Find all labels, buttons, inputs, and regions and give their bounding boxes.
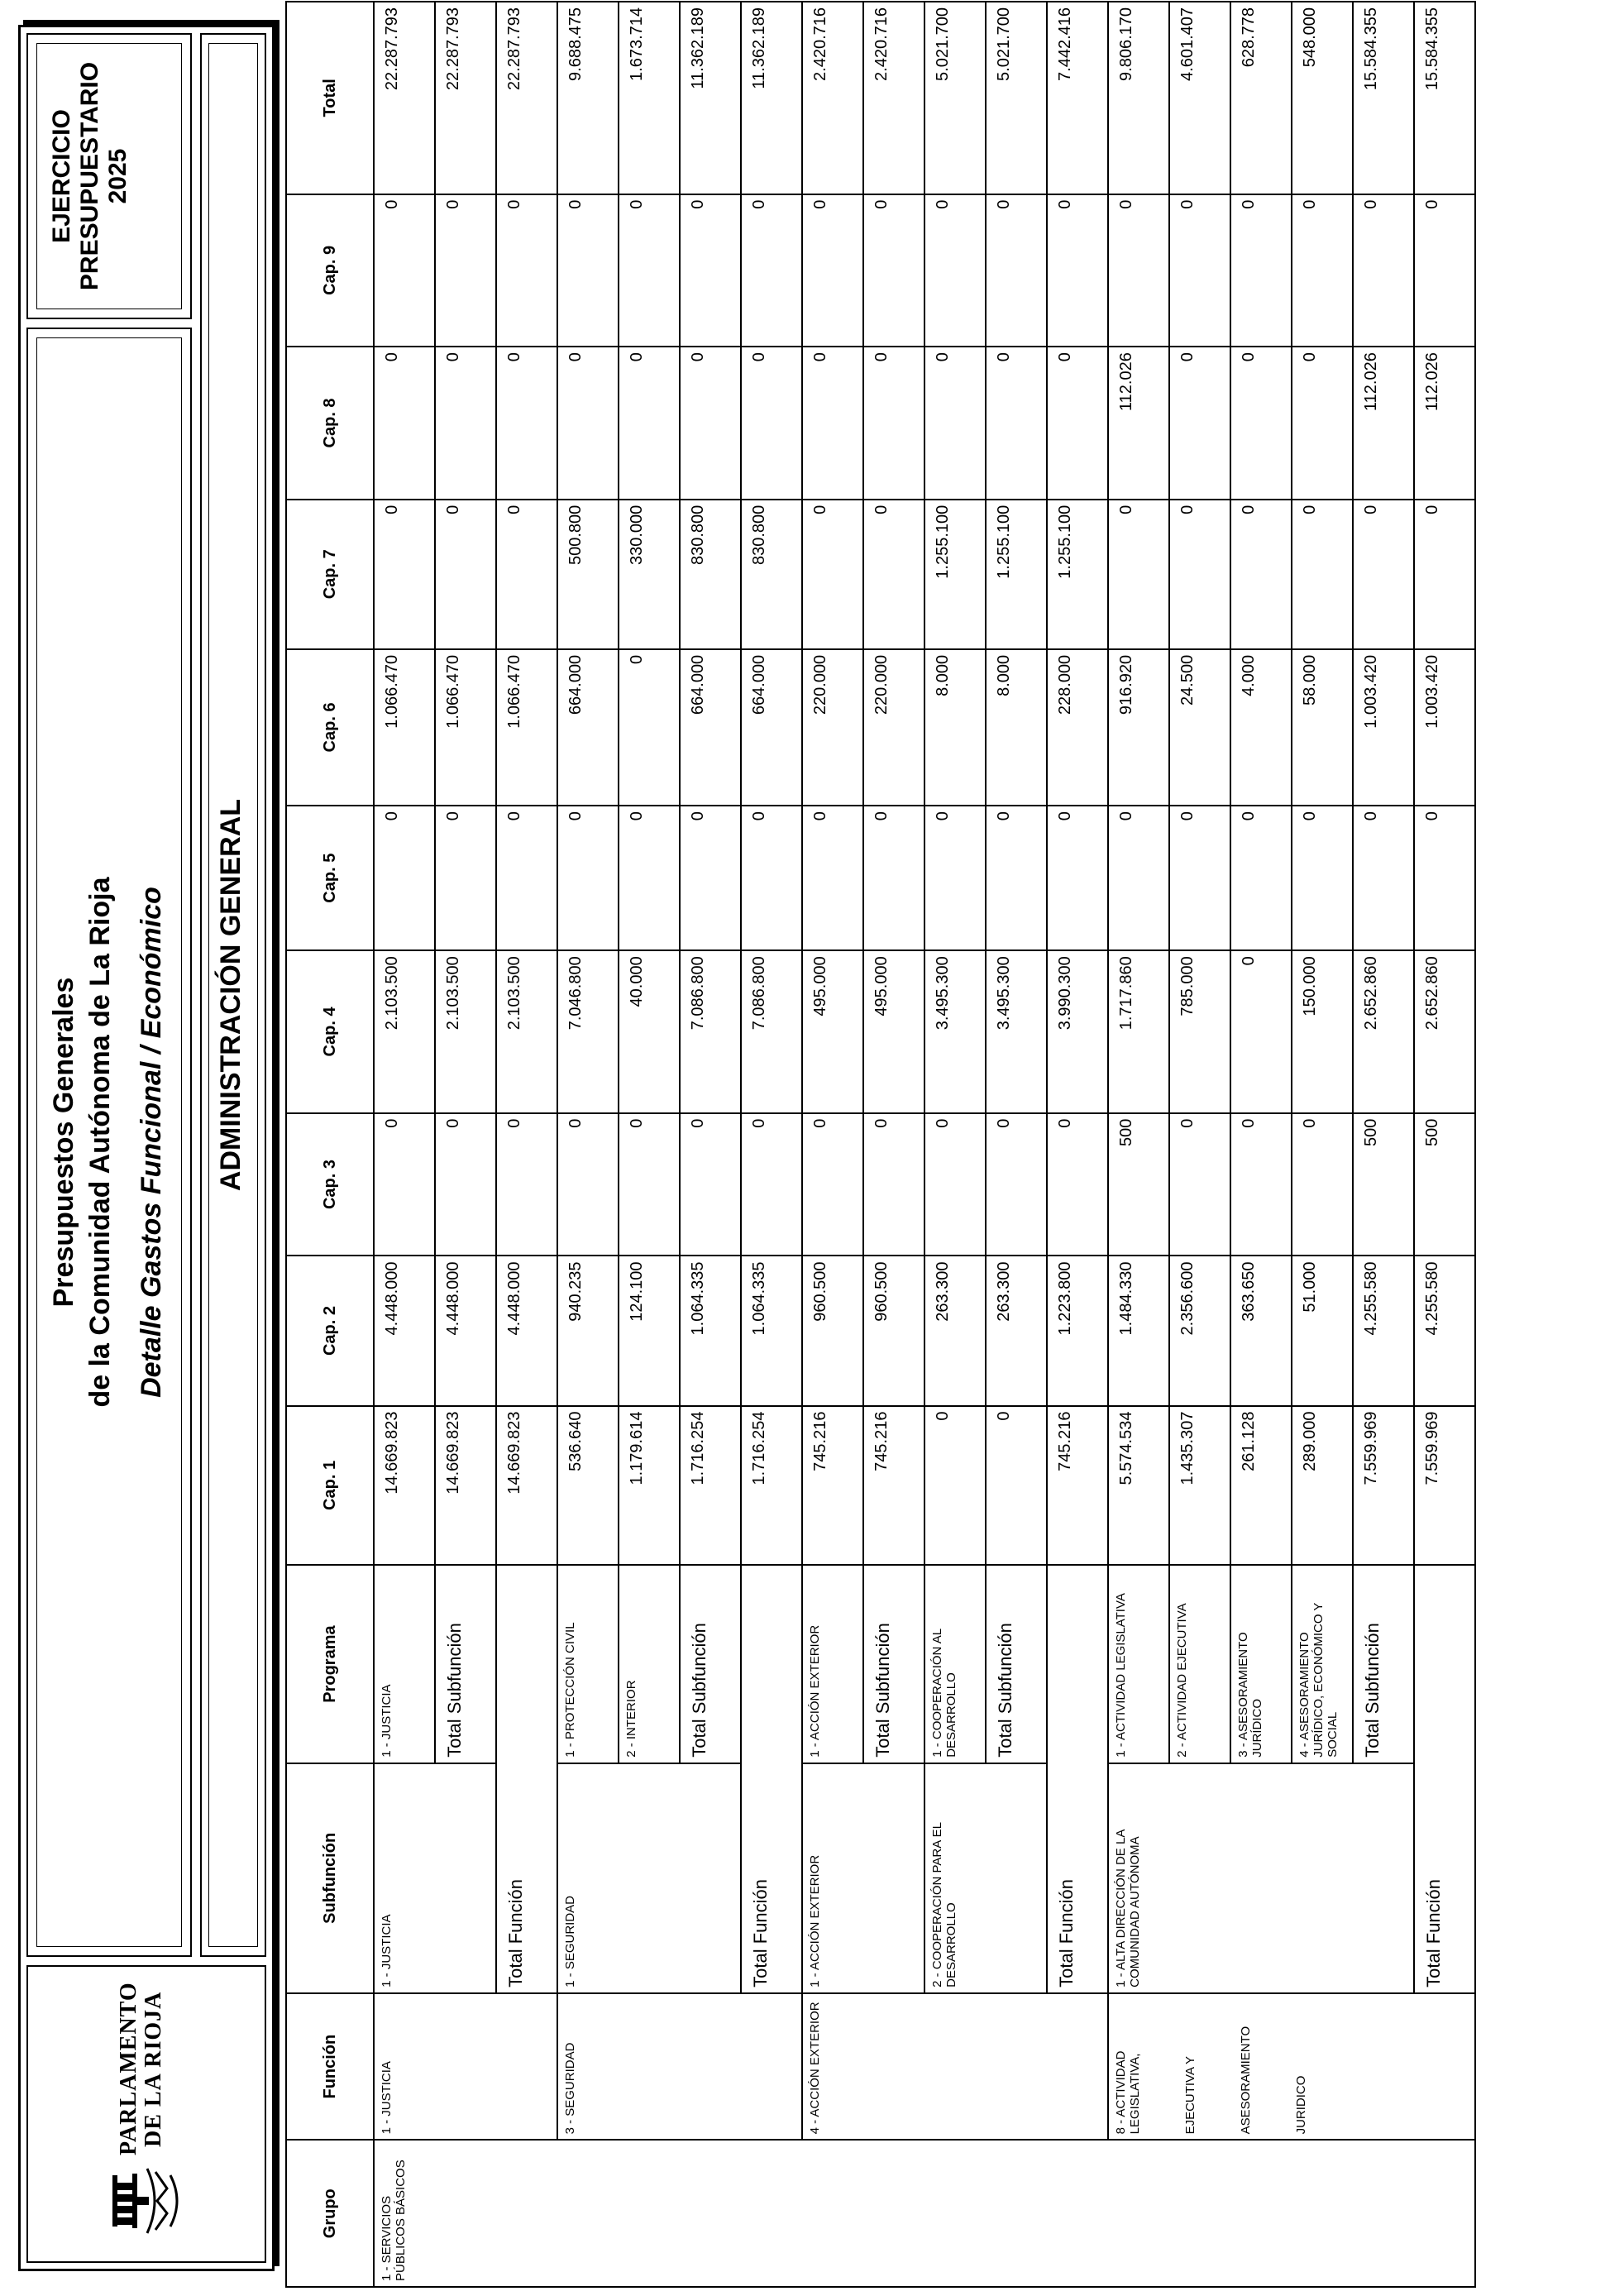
value-cell-cap4: 3.990.300 xyxy=(1047,950,1108,1112)
value-cell-cap8: 0 xyxy=(924,347,986,500)
value-cell-cap5: 0 xyxy=(435,806,496,950)
col-header-funcion: Función xyxy=(286,1993,374,2141)
value-cell-cap6: 916.920 xyxy=(1108,649,1169,806)
value-cell-cap4: 785.000 xyxy=(1169,950,1230,1112)
funcion-cell-seguridad: 3 - SEGURIDAD xyxy=(557,1993,802,2141)
value-cell-cap9: 0 xyxy=(557,194,619,347)
value-cell-cap3: 0 xyxy=(557,1113,619,1256)
programa-cell: Total Subfunción xyxy=(863,1565,924,1763)
col-header-cap2: Cap. 2 xyxy=(286,1256,374,1405)
value-cell-total: 22.287.793 xyxy=(496,2,557,194)
subfuncion-cell-accion-exterior: 1 - ACCIÓN EXTERIOR xyxy=(802,1763,924,1993)
value-cell-cap9: 0 xyxy=(680,194,741,347)
table-row xyxy=(557,2,619,2287)
value-cell-total: 9.806.170 xyxy=(1108,2,1169,194)
value-cell-total: 628.778 xyxy=(1230,2,1292,194)
table-row xyxy=(802,2,863,2287)
value-cell-cap5: 0 xyxy=(1292,806,1353,950)
value-cell-cap7: 0 xyxy=(863,500,924,649)
value-cell-cap7: 0 xyxy=(1230,500,1292,649)
value-cell-total: 2.420.716 xyxy=(863,2,924,194)
value-cell-cap1: 745.216 xyxy=(863,1406,924,1566)
value-cell-cap2: 4.448.000 xyxy=(496,1256,557,1405)
value-cell-cap3: 0 xyxy=(863,1113,924,1256)
value-cell-cap1: 14.669.823 xyxy=(496,1406,557,1566)
value-cell-cap2: 940.235 xyxy=(557,1256,619,1405)
value-cell-cap2: 263.300 xyxy=(986,1256,1047,1405)
funcion-cell-justicia: 1 - JUSTICIA xyxy=(374,1993,557,2141)
value-cell-cap5: 0 xyxy=(1108,806,1169,950)
value-cell-total: 22.287.793 xyxy=(435,2,496,194)
value-cell-cap6: 4.000 xyxy=(1230,649,1292,806)
exercise-label-line2: PRESUPUESTARIO xyxy=(76,61,103,291)
col-header-grupo: Grupo xyxy=(286,2140,374,2287)
value-cell-cap2: 960.500 xyxy=(863,1256,924,1405)
value-cell-cap8: 112.026 xyxy=(1414,347,1475,500)
value-cell-cap6: 1.003.420 xyxy=(1353,649,1414,806)
value-cell-cap8: 0 xyxy=(435,347,496,500)
value-cell-cap4: 3.495.300 xyxy=(924,950,986,1112)
value-cell-cap3: 0 xyxy=(986,1113,1047,1256)
value-cell-cap4: 7.046.800 xyxy=(557,950,619,1112)
value-cell-cap3: 500 xyxy=(1353,1113,1414,1256)
value-cell-cap1: 0 xyxy=(986,1406,1047,1566)
value-cell-cap6: 664.000 xyxy=(680,649,741,806)
value-cell-cap6: 1.066.470 xyxy=(374,649,435,806)
value-cell-cap8: 112.026 xyxy=(1108,347,1169,500)
value-cell-cap5: 0 xyxy=(741,806,802,950)
value-cell-cap5: 0 xyxy=(1230,806,1292,950)
value-cell-cap5: 0 xyxy=(802,806,863,950)
value-cell-cap6: 228.000 xyxy=(1047,649,1108,806)
value-cell-cap8: 0 xyxy=(374,347,435,500)
value-cell-cap4: 495.000 xyxy=(802,950,863,1112)
col-header-cap7: Cap. 7 xyxy=(286,500,374,649)
value-cell-cap4: 7.086.800 xyxy=(680,950,741,1112)
value-cell-total: 548.000 xyxy=(1292,2,1353,194)
value-cell-cap8: 0 xyxy=(1230,347,1292,500)
value-cell-cap2: 4.448.000 xyxy=(374,1256,435,1405)
table-row xyxy=(1047,2,1108,2287)
value-cell-cap2: 4.255.580 xyxy=(1353,1256,1414,1405)
programa-cell: Total Subfunción xyxy=(986,1565,1047,1763)
value-cell-cap1: 7.559.969 xyxy=(1414,1406,1475,1566)
value-cell-total: 2.420.716 xyxy=(802,2,863,194)
value-cell-cap4: 2.103.500 xyxy=(496,950,557,1112)
budget-table xyxy=(285,1,1476,2288)
value-cell-cap7: 830.800 xyxy=(680,500,741,649)
organization-name-line2: DE LA RIOJA xyxy=(141,1991,166,2147)
value-cell-cap6: 664.000 xyxy=(557,649,619,806)
value-cell-total: 5.021.700 xyxy=(924,2,986,194)
value-cell-cap4: 495.000 xyxy=(863,950,924,1112)
col-header-cap3: Cap. 3 xyxy=(286,1113,374,1256)
funcion-8-line3: ASESORAMIENTO xyxy=(1239,2026,1253,2135)
value-cell-cap7: 0 xyxy=(1414,500,1475,649)
value-cell-cap1: 1.716.254 xyxy=(741,1406,802,1566)
value-cell-cap3: 0 xyxy=(802,1113,863,1256)
value-cell-cap7: 1.255.100 xyxy=(1047,500,1108,649)
programa-cell: 2 - INTERIOR xyxy=(619,1565,680,1763)
value-cell-cap7: 0 xyxy=(435,500,496,649)
value-cell-cap8: 0 xyxy=(1292,347,1353,500)
value-cell-cap2: 4.448.000 xyxy=(435,1256,496,1405)
col-header-total: Total xyxy=(286,2,374,194)
value-cell-cap9: 0 xyxy=(496,194,557,347)
parliament-emblem-icon xyxy=(109,2164,184,2238)
value-cell-cap7: 500.800 xyxy=(557,500,619,649)
subfuncion-cell-cooperacion: 2 - COOPERACIÓN PARA EL DESARROLLO xyxy=(924,1763,1047,1993)
value-cell-cap5: 0 xyxy=(619,806,680,950)
value-cell-cap3: 0 xyxy=(741,1113,802,1256)
table-row xyxy=(924,2,986,2287)
value-cell-cap3: 0 xyxy=(496,1113,557,1256)
col-header-cap1: Cap. 1 xyxy=(286,1406,374,1566)
value-cell-cap4: 150.000 xyxy=(1292,950,1353,1112)
value-cell-cap8: 112.026 xyxy=(1353,347,1414,500)
value-cell-cap3: 500 xyxy=(1414,1113,1475,1256)
value-cell-cap9: 0 xyxy=(1047,194,1108,347)
value-cell-cap9: 0 xyxy=(374,194,435,347)
value-cell-total: 4.601.407 xyxy=(1169,2,1230,194)
programa-cell-empty xyxy=(496,1565,557,1763)
value-cell-cap5: 0 xyxy=(1047,806,1108,950)
value-cell-cap8: 0 xyxy=(619,347,680,500)
value-cell-cap7: 0 xyxy=(1169,500,1230,649)
value-cell-cap7: 0 xyxy=(1292,500,1353,649)
table-row xyxy=(741,2,802,2287)
value-cell-cap4: 40.000 xyxy=(619,950,680,1112)
value-cell-cap4: 2.652.860 xyxy=(1353,950,1414,1112)
total-funcion-label: Total Función xyxy=(741,1763,802,1993)
value-cell-total: 9.688.475 xyxy=(557,2,619,194)
value-cell-total: 5.021.700 xyxy=(986,2,1047,194)
value-cell-cap6: 24.500 xyxy=(1169,649,1230,806)
programa-cell: Total Subfunción xyxy=(680,1565,741,1763)
programa-cell: 1 - ACTIVIDAD LEGISLATIVA xyxy=(1108,1565,1169,1763)
value-cell-cap1: 14.669.823 xyxy=(374,1406,435,1566)
value-cell-cap3: 0 xyxy=(619,1113,680,1256)
value-cell-cap8: 0 xyxy=(802,347,863,500)
value-cell-cap2: 263.300 xyxy=(924,1256,986,1405)
value-cell-cap3: 0 xyxy=(1292,1113,1353,1256)
value-cell-cap6: 220.000 xyxy=(802,649,863,806)
total-funcion-label: Total Función xyxy=(1047,1763,1108,1993)
value-cell-cap9: 0 xyxy=(1108,194,1169,347)
value-cell-cap6: 220.000 xyxy=(863,649,924,806)
value-cell-cap9: 0 xyxy=(741,194,802,347)
value-cell-cap5: 0 xyxy=(1169,806,1230,950)
value-cell-cap4: 1.717.860 xyxy=(1108,950,1169,1112)
value-cell-cap5: 0 xyxy=(924,806,986,950)
value-cell-cap4: 3.495.300 xyxy=(986,950,1047,1112)
section-title: ADMINISTRACIÓN GENERAL xyxy=(215,798,246,1192)
table-row xyxy=(496,2,557,2287)
funcion-8-line1: 8 - ACTIVIDAD LEGISLATIVA, xyxy=(1114,2050,1142,2135)
value-cell-cap2: 4.255.580 xyxy=(1414,1256,1475,1405)
value-cell-total: 11.362.189 xyxy=(741,2,802,194)
value-cell-cap1: 5.574.534 xyxy=(1108,1406,1169,1566)
value-cell-cap7: 1.255.100 xyxy=(986,500,1047,649)
value-cell-cap9: 0 xyxy=(986,194,1047,347)
value-cell-cap5: 0 xyxy=(557,806,619,950)
subfuncion-cell-alta-direccion: 1 - ALTA DIRECCIÓN DE LA COMUNIDAD AUTÓNOMA xyxy=(1108,1763,1414,1993)
value-cell-cap8: 0 xyxy=(741,347,802,500)
value-cell-cap4: 2.103.500 xyxy=(435,950,496,1112)
value-cell-cap3: 0 xyxy=(1230,1113,1292,1256)
value-cell-cap1: 261.128 xyxy=(1230,1406,1292,1566)
value-cell-cap5: 0 xyxy=(496,806,557,950)
value-cell-cap3: 0 xyxy=(435,1113,496,1256)
value-cell-total: 15.584.355 xyxy=(1414,2,1475,194)
col-header-cap6: Cap. 6 xyxy=(286,649,374,806)
value-cell-cap3: 500 xyxy=(1108,1113,1169,1256)
value-cell-cap1: 1.435.307 xyxy=(1169,1406,1230,1566)
programa-cell: 3 - ASESORAMIENTO JURÍDICO xyxy=(1230,1565,1292,1763)
value-cell-cap2: 1.064.335 xyxy=(741,1256,802,1405)
value-cell-cap5: 0 xyxy=(1414,806,1475,950)
value-cell-cap1: 745.216 xyxy=(1047,1406,1108,1566)
value-cell-cap1: 289.000 xyxy=(1292,1406,1353,1566)
value-cell-cap7: 0 xyxy=(802,500,863,649)
value-cell-total: 15.584.355 xyxy=(1353,2,1414,194)
funcion-cell-accion-exterior: 4 - ACCIÓN EXTERIOR xyxy=(802,1993,1108,2141)
value-cell-cap1: 1.179.614 xyxy=(619,1406,680,1566)
subfuncion-cell-seguridad: 1 - SEGURIDAD xyxy=(557,1763,741,1993)
value-cell-cap5: 0 xyxy=(1353,806,1414,950)
col-header-cap4: Cap. 4 xyxy=(286,950,374,1112)
document-title-line1: Presupuestos Generales xyxy=(48,977,79,1308)
value-cell-cap2: 124.100 xyxy=(619,1256,680,1405)
value-cell-cap8: 0 xyxy=(863,347,924,500)
value-cell-cap2: 960.500 xyxy=(802,1256,863,1405)
exercise-label-line1: EJERCICIO xyxy=(48,109,75,243)
programa-cell-empty xyxy=(1414,1565,1475,1763)
value-cell-cap9: 0 xyxy=(1230,194,1292,347)
value-cell-cap6: 664.000 xyxy=(741,649,802,806)
programa-cell: 1 - COOPERACIÓN AL DESARROLLO xyxy=(924,1565,986,1763)
document-title-line2: de la Comunidad Autónoma de La Rioja xyxy=(84,877,116,1408)
document-header xyxy=(18,25,275,2271)
value-cell-cap8: 0 xyxy=(986,347,1047,500)
value-cell-cap9: 0 xyxy=(863,194,924,347)
grupo-cell: 1 - SERVICIOS PÚBLICOS BÁSICOS xyxy=(374,2140,1475,2287)
value-cell-cap1: 1.716.254 xyxy=(680,1406,741,1566)
value-cell-cap6: 1.066.470 xyxy=(496,649,557,806)
total-funcion-label: Total Función xyxy=(1414,1763,1475,1993)
programa-cell: 1 - ACCIÓN EXTERIOR xyxy=(802,1565,863,1763)
col-header-cap8: Cap. 8 xyxy=(286,347,374,500)
value-cell-cap2: 2.356.600 xyxy=(1169,1256,1230,1405)
programa-cell: Total Subfunción xyxy=(1353,1565,1414,1763)
col-header-cap9: Cap. 9 xyxy=(286,194,374,347)
value-cell-cap7: 0 xyxy=(374,500,435,649)
value-cell-cap9: 0 xyxy=(1292,194,1353,347)
value-cell-cap6: 1.066.470 xyxy=(435,649,496,806)
total-funcion-label: Total Función xyxy=(496,1763,557,1993)
table-header-row xyxy=(286,2,374,2287)
programa-cell-empty xyxy=(741,1565,802,1763)
value-cell-cap6: 1.003.420 xyxy=(1414,649,1475,806)
value-cell-cap8: 0 xyxy=(496,347,557,500)
programa-cell: 4 - ASESORAMIENTO JURÍDICO, ECONÓMICO Y SOCIAL xyxy=(1292,1565,1353,1763)
value-cell-cap6: 8.000 xyxy=(924,649,986,806)
value-cell-cap3: 0 xyxy=(374,1113,435,1256)
programa-cell-empty xyxy=(1047,1565,1108,1763)
value-cell-cap2: 1.223.800 xyxy=(1047,1256,1108,1405)
value-cell-cap7: 0 xyxy=(1108,500,1169,649)
value-cell-cap5: 0 xyxy=(680,806,741,950)
programa-cell: 2 - ACTIVIDAD EJECUTIVA xyxy=(1169,1565,1230,1763)
value-cell-cap6: 0 xyxy=(619,649,680,806)
value-cell-cap1: 536.640 xyxy=(557,1406,619,1566)
value-cell-cap9: 0 xyxy=(1169,194,1230,347)
value-cell-cap6: 58.000 xyxy=(1292,649,1353,806)
value-cell-cap7: 1.255.100 xyxy=(924,500,986,649)
value-cell-cap1: 0 xyxy=(924,1406,986,1566)
table-row xyxy=(374,2,435,2287)
value-cell-cap5: 0 xyxy=(986,806,1047,950)
table-row xyxy=(1414,2,1475,2287)
value-cell-cap7: 0 xyxy=(1353,500,1414,649)
value-cell-cap1: 14.669.823 xyxy=(435,1406,496,1566)
value-cell-cap9: 0 xyxy=(1414,194,1475,347)
value-cell-cap2: 363.650 xyxy=(1230,1256,1292,1405)
programa-cell: 1 - JUSTICIA xyxy=(374,1565,435,1763)
value-cell-cap9: 0 xyxy=(924,194,986,347)
value-cell-total: 11.362.189 xyxy=(680,2,741,194)
programa-cell: Total Subfunción xyxy=(435,1565,496,1763)
value-cell-cap7: 830.800 xyxy=(741,500,802,649)
value-cell-cap8: 0 xyxy=(1169,347,1230,500)
funcion-cell-actividad-legislativa xyxy=(1108,1993,1475,2141)
value-cell-cap5: 0 xyxy=(374,806,435,950)
col-header-cap5: Cap. 5 xyxy=(286,806,374,950)
programa-cell: 1 - PROTECCIÓN CIVIL xyxy=(557,1565,619,1763)
value-cell-cap2: 1.064.335 xyxy=(680,1256,741,1405)
value-cell-cap4: 2.103.500 xyxy=(374,950,435,1112)
value-cell-cap3: 0 xyxy=(924,1113,986,1256)
value-cell-cap4: 2.652.860 xyxy=(1414,950,1475,1112)
value-cell-cap8: 0 xyxy=(680,347,741,500)
table-row xyxy=(1108,2,1169,2287)
document-subtitle: Detalle Gastos Funcional / Económico xyxy=(136,887,167,1398)
value-cell-cap7: 330.000 xyxy=(619,500,680,649)
value-cell-cap6: 8.000 xyxy=(986,649,1047,806)
value-cell-cap9: 0 xyxy=(802,194,863,347)
value-cell-cap4: 0 xyxy=(1230,950,1292,1112)
exercise-year: 2025 xyxy=(104,148,131,204)
col-header-programa: Programa xyxy=(286,1565,374,1763)
value-cell-cap3: 0 xyxy=(1169,1113,1230,1256)
value-cell-total: 7.442.416 xyxy=(1047,2,1108,194)
value-cell-cap2: 51.000 xyxy=(1292,1256,1353,1405)
value-cell-cap1: 7.559.969 xyxy=(1353,1406,1414,1566)
value-cell-cap8: 0 xyxy=(557,347,619,500)
value-cell-total: 1.673.714 xyxy=(619,2,680,194)
value-cell-cap3: 0 xyxy=(1047,1113,1108,1256)
value-cell-cap2: 1.484.330 xyxy=(1108,1256,1169,1405)
value-cell-cap4: 7.086.800 xyxy=(741,950,802,1112)
value-cell-cap1: 745.216 xyxy=(802,1406,863,1566)
value-cell-cap9: 0 xyxy=(619,194,680,347)
value-cell-cap9: 0 xyxy=(1353,194,1414,347)
funcion-8-line2: EJECUTIVA Y xyxy=(1183,2055,1197,2135)
value-cell-cap7: 0 xyxy=(496,500,557,649)
value-cell-cap8: 0 xyxy=(1047,347,1108,500)
value-cell-cap9: 0 xyxy=(435,194,496,347)
value-cell-cap5: 0 xyxy=(863,806,924,950)
subfuncion-cell-justicia: 1 - JUSTICIA xyxy=(374,1763,496,1993)
value-cell-total: 22.287.793 xyxy=(374,2,435,194)
col-header-subfuncion: Subfunción xyxy=(286,1763,374,1993)
value-cell-cap3: 0 xyxy=(680,1113,741,1256)
organization-name-line1: PARLAMENTO xyxy=(116,1982,141,2155)
funcion-8-line4: JURIDICO xyxy=(1294,2075,1308,2135)
